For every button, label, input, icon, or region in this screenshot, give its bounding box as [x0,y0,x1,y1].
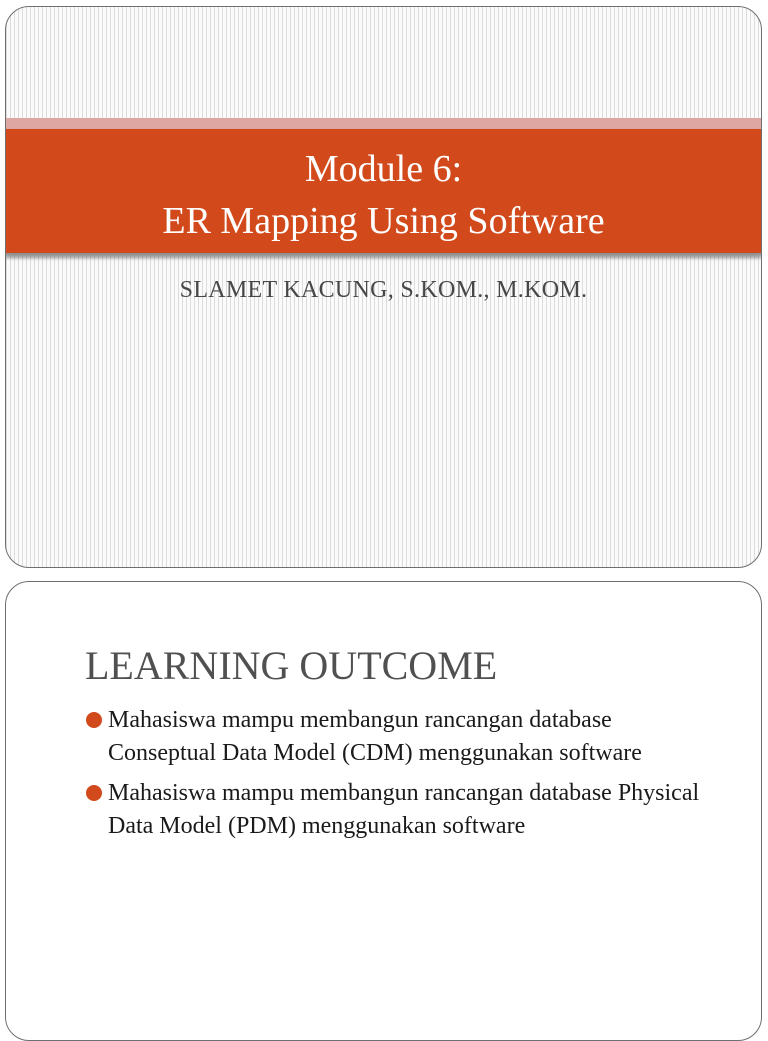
bullet-item [85,704,725,770]
bullet-text: Mahasiswa mampu membangun rancangan database Physical Data Model (PDM) menggunakan software [108,780,700,839]
title-line-2: ER Mapping Using Software [162,200,605,242]
title-accent-strip [6,118,761,129]
bullet-list [85,704,725,850]
title-line-1: Module 6: [304,148,463,190]
content-slide [5,581,762,1041]
title-banner [6,129,761,253]
slide-heading: LEARNING OUTCOME [85,643,498,688]
bullet-item [85,777,725,843]
slide-title [6,143,761,247]
bullet-text: Mahasiswa mampu membangun rancangan database Conseptual Data Model (CDM) menggunakan software [108,707,642,766]
bullet-dot-icon [85,784,103,802]
title-banner-shadow [6,253,761,260]
bullet-dot-icon [85,711,103,729]
title-slide [5,6,762,568]
author-subtitle: SLAMET KACUNG, S.KOM., M.KOM. [179,277,588,303]
